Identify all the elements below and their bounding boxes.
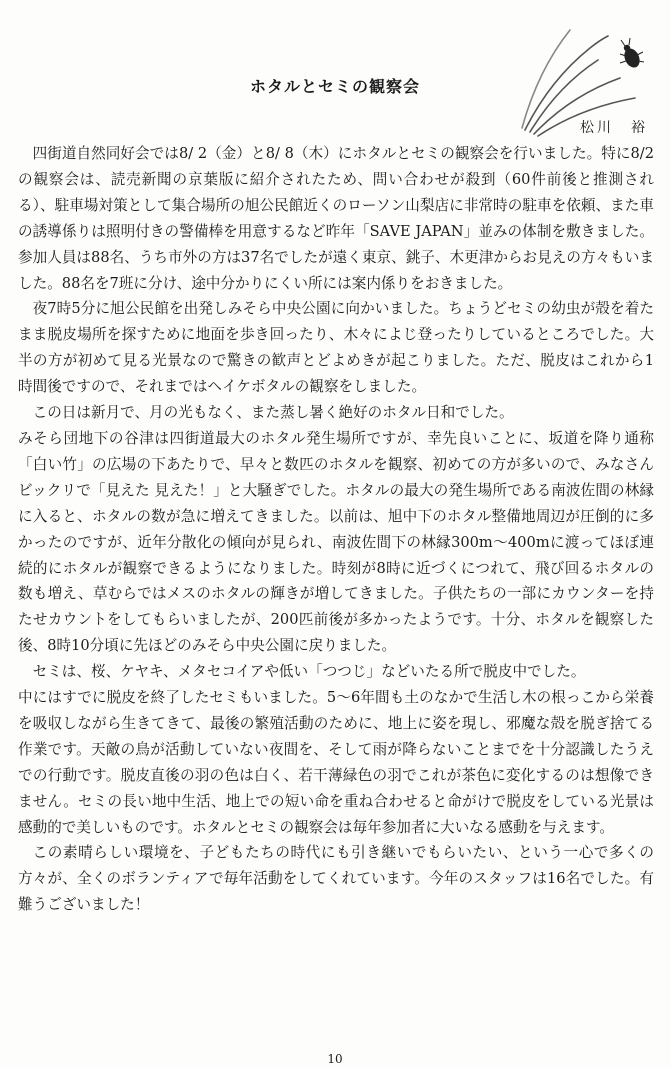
article-title: ホタルとセミの観察会 bbox=[249, 77, 420, 96]
paragraph: みそら団地下の谷津は四街道最大のホタル発生場所ですが、幸先良いことに、坂道を降り通称「白い竹」の広場の下あたりで、早々と数匹のホタルを観察、初めての方が多いので、みなさんビックリで「見えた 見えた！」と大騒ぎでした。ホタルの最大の発生場所である南波佐間の林縁に入ると、ホタルの数が急に増えてきました。以前は、旭中下のホタル整備地周辺が圧倒的に多かったのですが、近年分散化の傾向が見られ、南波佐間下の林縁300m～400mに渡ってほぼ連続的にホタルが観察できるようになりました。時刻が8時に近づくにつれて、飛び回るホタルの数も増え、草むらではメスのホタルの輝きが増してきました。子供たちの一部にカウンターを持たせカウントをしてもらいましたが、200匹前後が多かったようです。十分、ホタルを観察した後、8時10分頃に先ほどのみそら中央公園に戻りました。 bbox=[18, 429, 654, 655]
paragraph: セミは、桜、ケヤキ、メタセコイアや低い「つつじ」などいたる所で脱皮中でした。 bbox=[32, 663, 586, 681]
article-author: 松川 裕 bbox=[580, 120, 648, 136]
paragraph: 夜7時5分に旭公民館を出発しみそら中央公園に向かいました。ちょうどセミの幼虫が殻を着たまま脱皮場所を探すために地面を歩き回ったり、木々によじ登ったりしているところでした。大半の方が初めて見る光景なので驚きの歓声とどよめきが起こりました。ただ、脱皮はこれから1時間後ですので、それまではヘイケボタルの観察をしました。 bbox=[18, 300, 654, 396]
article-body bbox=[18, 141, 654, 918]
beetle-icon bbox=[620, 38, 644, 70]
paragraph: この素晴らしい環境を、子どもたちの時代にも引き継いでもらいたい、という一心で多くの方々が、全くのボランティアで毎年活動をしてくれています。今年のスタッフは16名でした。有難うございました！ bbox=[18, 844, 654, 914]
page-number: 10 bbox=[327, 1052, 343, 1066]
paragraph: この日は新月で、月の光もなく、また蒸し暑く絶好のホタル日和でした。 bbox=[32, 404, 514, 422]
paragraph: 四街道自然同好会では8/ 2（金）と8/ 8（木）にホタルとセミの観察会を行いました。特に8/2の観察会は、読売新聞の京葉版に紹介されたため、問い合わせが殺到（60件前後と推測される）、駐車場対策として集合場所の旭公民館近くのローソン山梨店に非常時の駐車を依頼、また車の誘導係りは照明付きの警備棒を用意するなど昨年「SAVE JAPAN」並みの体制を敷きました。参加人員は88名、うち市外の方は37名でしたが遠く東京、銚子、木更津からお見えの方々もいました。88名を7班に分け、途中分かりにくい所には案内係りをおきました。 bbox=[18, 145, 654, 292]
paragraph: 中にはすでに脱皮を終了したセミもいました。5～6年間も土のなかで生活し木の根っこから栄養を吸収しながら生きてきて、最後の繁殖活動のために、地上に姿を現し、邪魔な殻を脱ぎ捨てる作業です。天敵の鳥が活動していない夜間を、そして雨が降らないことまでを十分認識したうえでの行動です。脱皮直後の羽の色は白く、若干薄緑色の羽でこれが茶色に変化するのは想像できません。セミの長い地中生活、地上での短い命を重ね合わせると命がけで脱皮をしている光景は感動的で美しいものです。ホタルとセミの観察会は毎年参加者に大いなる感動を与えます。 bbox=[18, 689, 654, 836]
